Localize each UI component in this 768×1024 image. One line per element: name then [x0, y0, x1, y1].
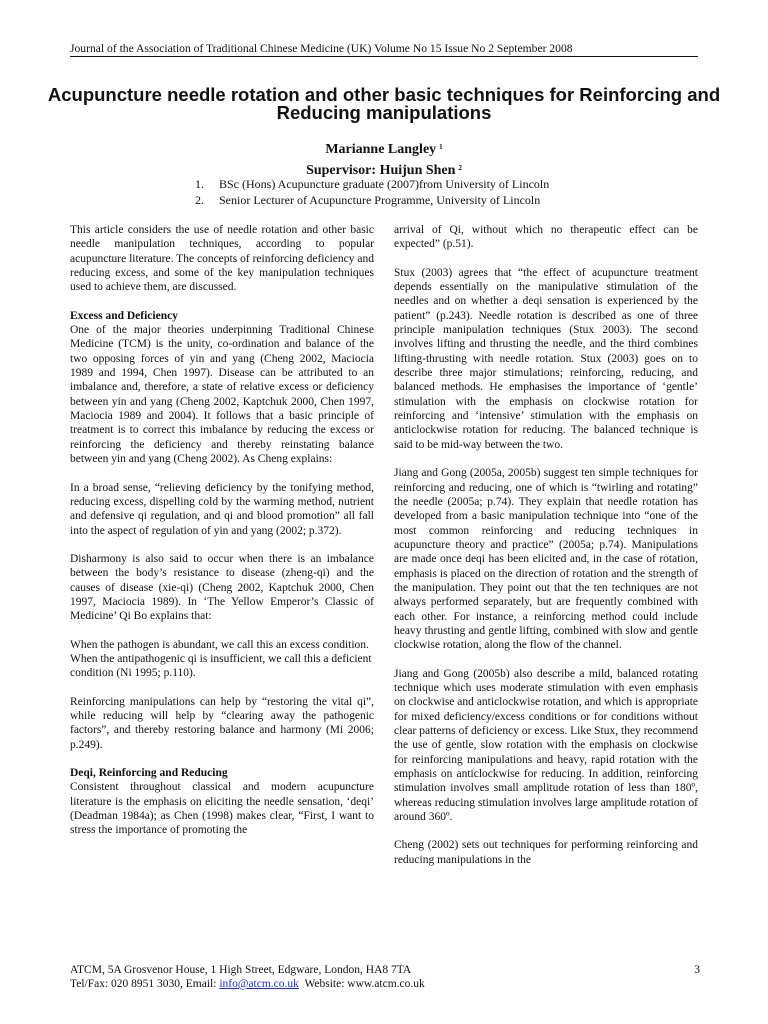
author-affil-mark: 1	[439, 143, 443, 151]
paragraph-reinforcing: Reinforcing manipulations can help by “restoring the vital qi”, while reducing will help by “clearing away the pathogenic factors”, and thereby restoring balance and harmony (Mi 2006; p.249).	[70, 695, 374, 751]
paragraph-stux: Stux (2003) agrees that “the effect of acupuncture treatment depends essentially on the manipulative stimulation of the needles and on whether a deqi sensation is experienced by the patient” (p.243). Needle rotation is described as one of three principle manipulation techniques (Stux 2003). The second involves lifting and thrusting the needle, and the third combines lifting-thrusting with needle rotation. Stux (2003) goes on to describe three major stimulations; reinforcing, reducing, and balanced methods. He emphasises the importance of ‘gentle’ stimulation with the emphasis on clockwise rotation for reinforcing and ‘intensive’ stimulation with the emphasis on anticlockwise rotation for reducing. The balanced technique is said to be mid-way between the two.	[394, 266, 698, 451]
paragraph-jiang-gong: Jiang and Gong (2005a, 2005b) suggest ten simple techniques for reinforcing and reducing, one of which is “twirling and rotating” the needle (2005a; p.74). They explain that needle rotation has developed from a basic manipulation technique into “one of the most common reinforcing and reducing techniques in acupuncture theory and practice” (2005a; p.74). Manipulations are made once deqi has been elicited and, in the case of rotation, emphasis is placed on the direction of rotation and the strength of the manipulation. They point out that the ten techniques are not always performed separately, but are frequently combined with each other. For instance, a reinforcing method could include heavy thrusting and gentle lifting, combined with slow and gentle clockwise rotation, along the flow of the channel.	[394, 467, 698, 652]
journal-header: Journal of the Association of Traditional Chinese Medicine (UK) Volume No 15 Issue No 2 September 2008	[70, 42, 698, 57]
affiliation-text: Senior Lecturer of Acupuncture Programme, University of Lincoln	[219, 193, 541, 207]
block-quote-pathogen: When the pathogen is abundant, we call this an excess condition. When the antipathogenic qi is insufficient, we call this a deficient condition (Ni 1995; p.110).	[70, 638, 372, 680]
article-title: Acupuncture needle rotation and other basic techniques for Reinforcing and Reducing manipulations	[47, 84, 721, 123]
author-line	[0, 138, 768, 159]
paragraph-disharmony: Disharmony is also said to occur when there is an imbalance between the body’s resistance to disease (zheng-qi) and the causes of disease (xie-qi) (Cheng 2002, Kaptchuk 2000, Chen 1997, Maciocia 1989). In ‘The Yellow Emperor’s Classic of Medicine’ Qi Bo explains that:	[70, 552, 374, 623]
paragraph-broad-sense: In a broad sense, “relieving deficiency by the tonifying method, reducing excess, dispelling cold by the warming method, nutrient and defensive qi regulation, and qi and blood promotion” all fall into the aspect of regulation of yin and yang (2002; p.372).	[70, 481, 374, 537]
affiliation-text: BSc (Hons) Acupuncture graduate (2007)from University of Lincoln	[219, 177, 550, 191]
affiliation-item	[195, 176, 695, 192]
author-name: Marianne Langley	[325, 142, 437, 157]
section-heading-deqi: Deqi, Reinforcing and Reducing	[70, 767, 228, 779]
footer-email-link[interactable]: info@atcm.co.uk	[219, 978, 299, 990]
section-heading-excess-deficiency: Excess and Deficiency	[70, 309, 178, 322]
paragraph-jiang-gong-balanced: Jiang and Gong (2005b) also describe a mild, balanced rotating technique which uses moderate stimulation with even emphasis on clockwise and anticlockwise rotation, and which is appropriate for mixed deficiency/excess conditions or for conditions without clear patterns of deficiency or excess. Like Stux, they recommend the use of gentle, slow rotation with the emphasis on clockwise for reinforcing manipulations and heavy, rapid rotation with the emphasis on anticlockwise for reducing. In addition, reinforcing stimulation involves small amplitude rotation of less than 180º, whereas reducing stimulation involves large amplitude rotation of around 360º.	[394, 667, 698, 824]
author-block	[0, 138, 768, 180]
left-column	[70, 223, 374, 838]
page-number: 3	[694, 964, 700, 976]
page-footer	[70, 963, 700, 991]
intro-paragraph: This article considers the use of needle rotation and other basic needle manipulation techniques, according to popular acupuncture literature. The concepts of reinforcing deficiency and reducing excess, and some of the key manipulation techniques used to achieve them, are discussed.	[70, 224, 374, 294]
affiliation-item	[195, 192, 695, 208]
supervisor-affil-mark: 2	[458, 164, 462, 172]
paragraph-arrival: arrival of Qi, without which no therapeutic effect can be expected” (p.51).	[394, 224, 698, 251]
paragraph-theories: One of the major theories underpinning Traditional Chinese Medicine (TCM) is the unity, co-ordination and balance of the two opposing forces of yin and yang (Cheng 2002, Maciocia 1989 and 1994, Chen 1997). Disease can be attributed to an imbalance and, therefore, a state of relative excess or deficiency between yin and yang (Cheng 2002, Kaptchuk 2000, Chen 1997, Maciocia 1989 and 2004). It follows that a basic principle of treatment is to correct this imbalance by reducing the excess or reinforcing the deficiency and thereby reinstating balance between yin and yang (Cheng 2002). As Cheng explains:	[70, 324, 374, 466]
affiliations	[195, 176, 695, 208]
paragraph-deqi: Consistent throughout classical and modern acupuncture literature is the emphasis on eliciting the needle sensation, ‘deqi’ (Deadman 1984a); as Chen (1998) makes clear, “First, I want to stress the importance of promoting the	[70, 781, 374, 837]
footer-contact-row	[70, 977, 700, 991]
paragraph-cheng: Cheng (2002) sets out techniques for performing reinforcing and reducing manipulations in the	[394, 839, 698, 866]
affiliation-number: 2.	[195, 193, 204, 207]
affiliation-number: 1.	[195, 177, 204, 191]
footer-address-row	[70, 963, 700, 977]
right-column	[394, 223, 698, 867]
footer-tel-fax: Tel/Fax: 020 8951 3030, Email:	[70, 978, 220, 990]
footer-address: ATCM, 5A Grosvenor House, 1 High Street, Edgware, London, HA8 7TA	[70, 964, 412, 976]
footer-website: Website: www.atcm.co.uk	[298, 978, 425, 990]
supervisor-name: Supervisor: Huijun Shen	[306, 163, 456, 178]
